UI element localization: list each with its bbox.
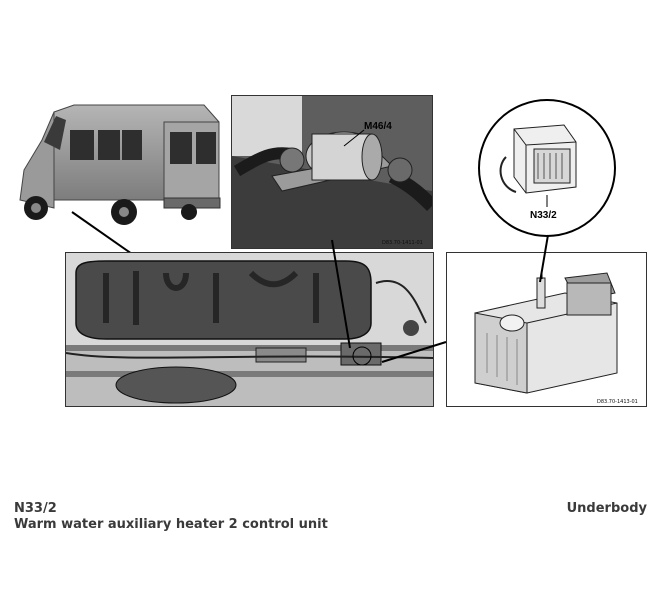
control-unit-label: N33/2	[530, 210, 557, 221]
component-code: N33/2	[14, 501, 57, 516]
valve-label: M46/4	[364, 121, 392, 132]
component-description: Warm water auxiliary heater 2 control unit	[14, 517, 328, 532]
valve-photo-code: D83.70-1411-01	[382, 240, 423, 246]
location-label: Underbody	[566, 501, 647, 516]
heater-photo-code: D83.70-1413-01	[597, 399, 638, 405]
